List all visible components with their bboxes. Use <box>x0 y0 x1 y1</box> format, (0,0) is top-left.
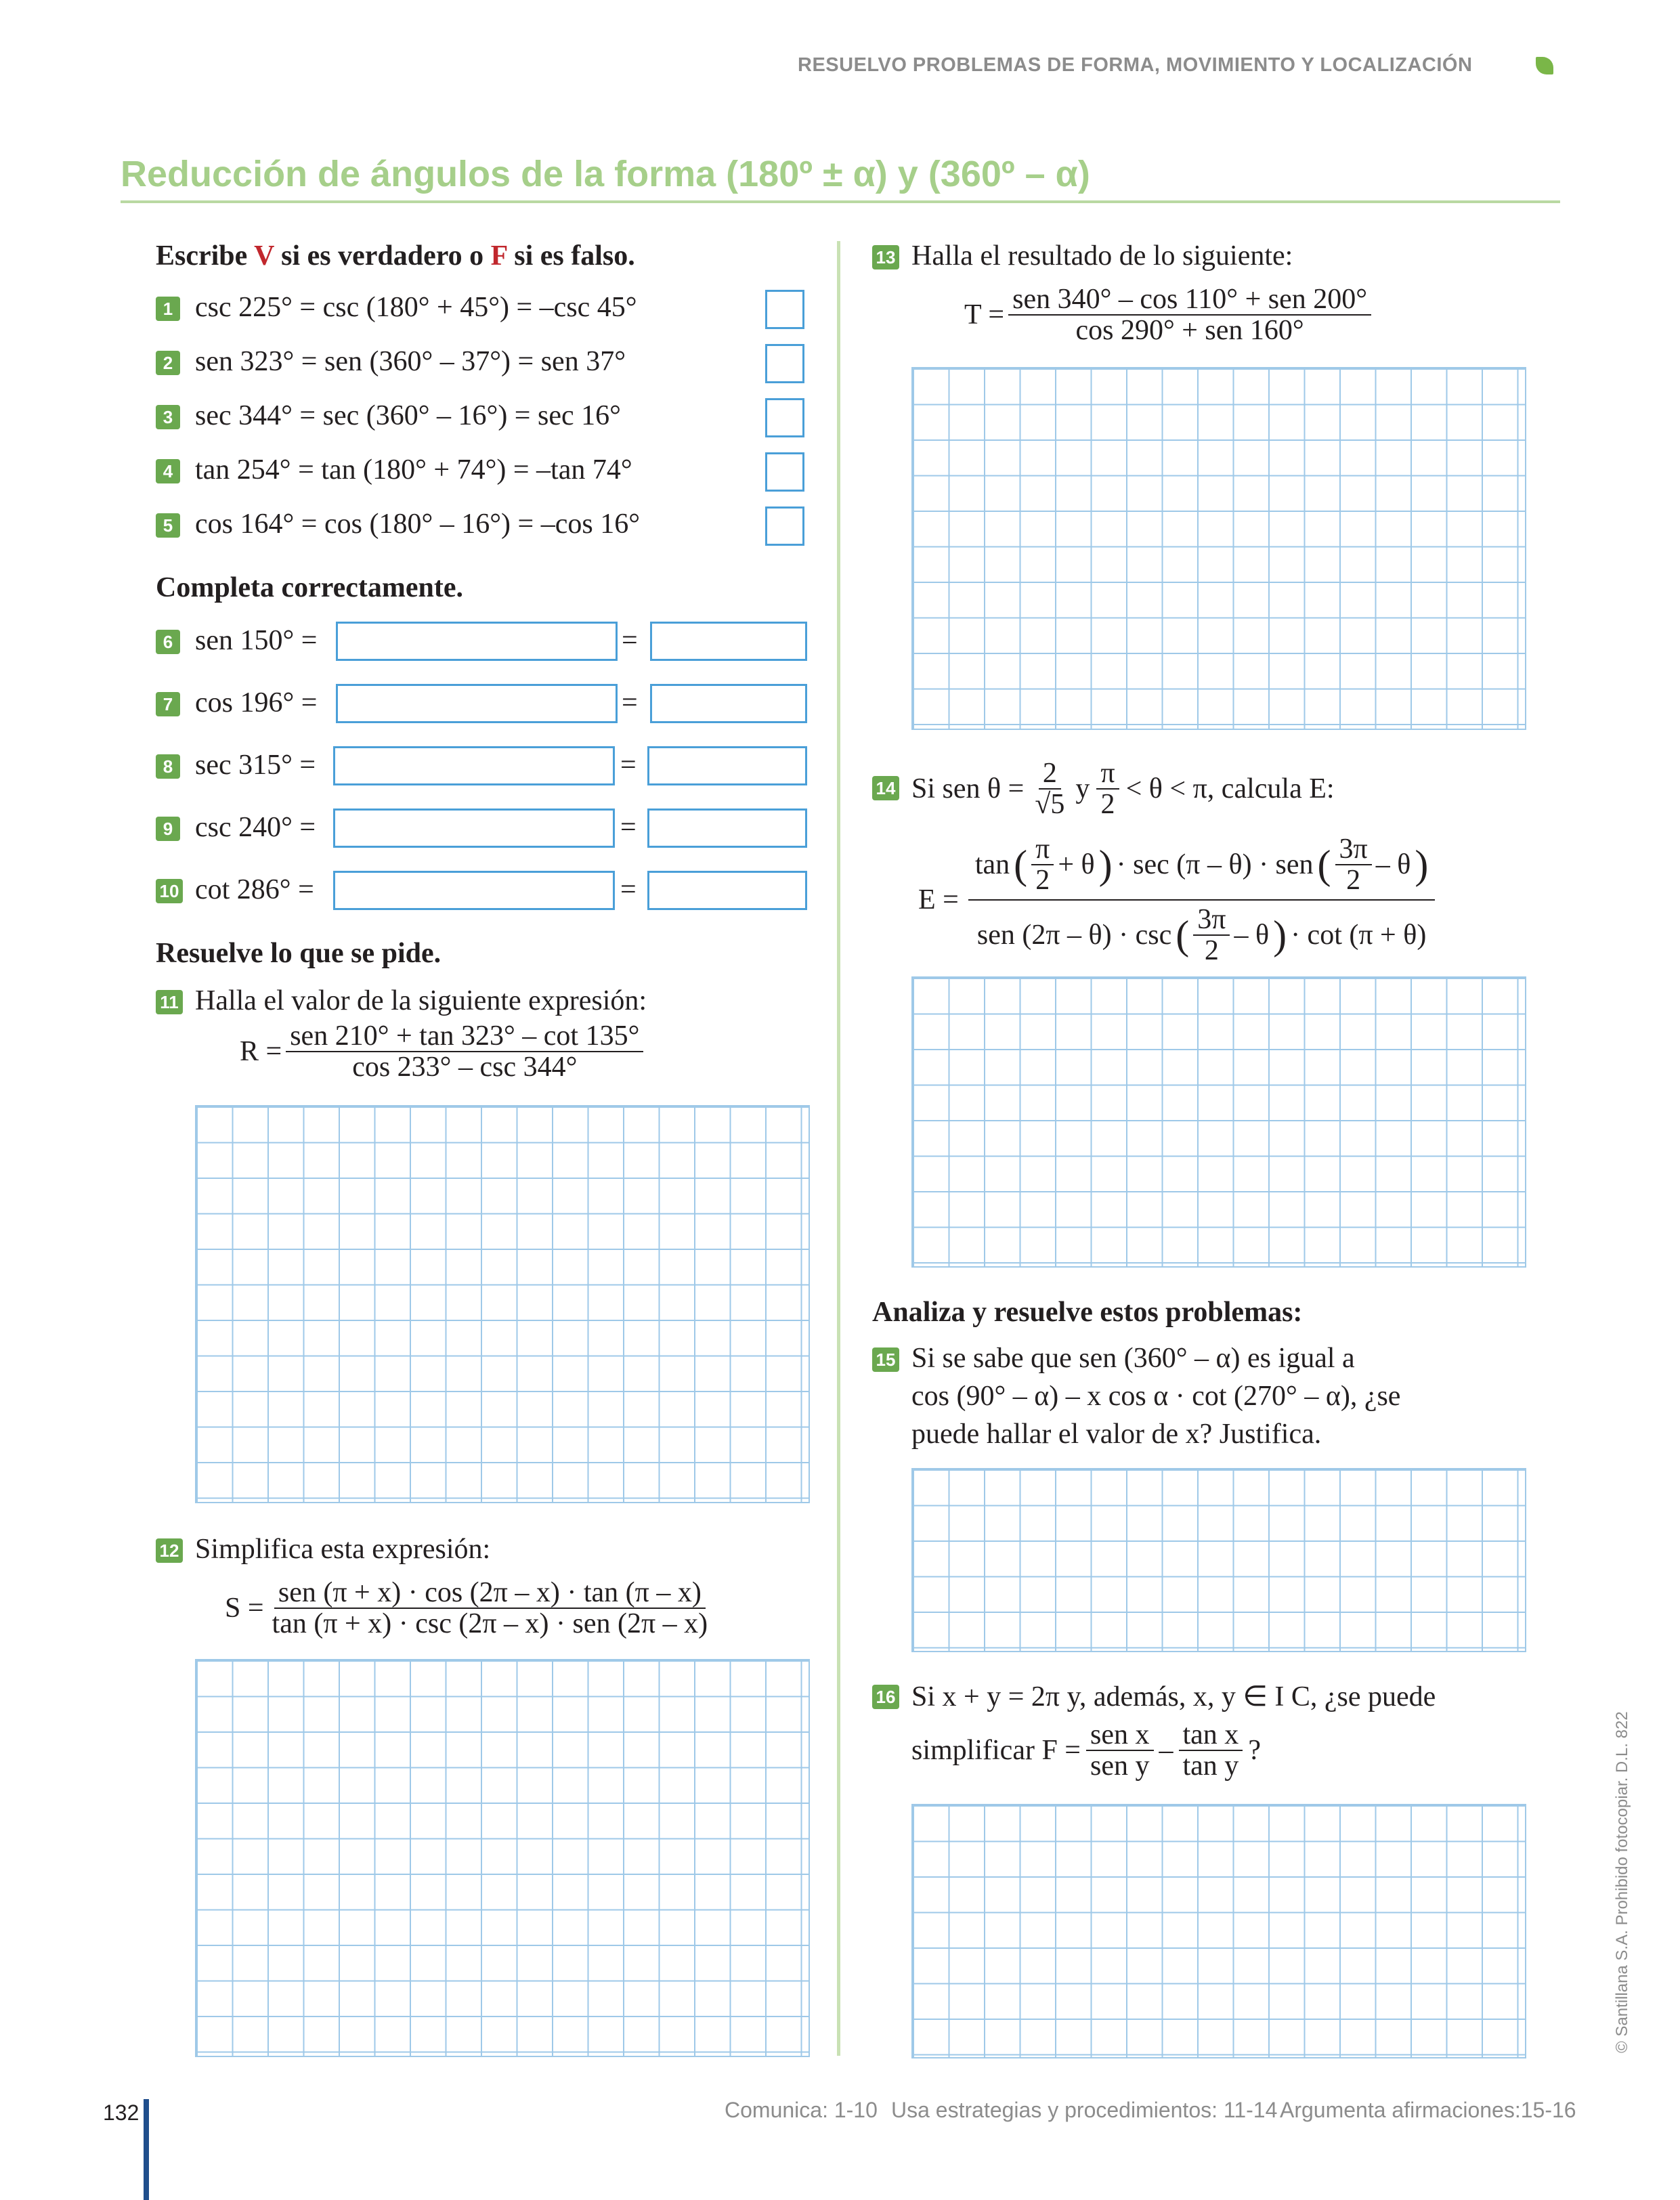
term: sen (2π – θ) · csc <box>976 920 1172 951</box>
paren-open: ( <box>1317 842 1331 888</box>
problem-number: 10 <box>156 879 183 903</box>
vf-instruction: Escribe V si es verdadero o F si es falso. <box>156 240 635 272</box>
expression-e <box>918 834 1435 966</box>
paren-open: ( <box>1176 913 1190 958</box>
problem-number: 11 <box>156 990 183 1014</box>
vf-statement: sec 344° = sec (360° – 16°) = sec 16° <box>195 400 621 431</box>
expression-t <box>964 284 1371 345</box>
expression-r <box>240 1021 643 1082</box>
leaf-icon <box>1536 57 1553 74</box>
problem-number: 13 <box>872 245 899 269</box>
numerator: tan x <box>1179 1720 1243 1751</box>
denominator: 2 <box>1346 865 1361 897</box>
fraction <box>1335 834 1372 895</box>
completa-expression: sec 315° = <box>195 750 316 781</box>
numerator: 2 <box>1039 758 1061 790</box>
numerator: 3π <box>1335 834 1372 865</box>
problem-15-line2: cos (90° – α) – x cos α · cot (270° – α), ¿se <box>911 1381 1401 1412</box>
equals-sign: = <box>622 687 638 718</box>
denominator <box>970 901 1434 966</box>
page-bar <box>144 2099 149 2200</box>
vf-answer-box[interactable] <box>765 344 804 383</box>
term: + θ <box>1058 849 1095 881</box>
expression-s <box>225 1578 712 1639</box>
vf-answer-box[interactable] <box>765 398 804 437</box>
work-grid-11[interactable] <box>195 1105 810 1503</box>
column-divider <box>837 241 840 2056</box>
fraction <box>1096 758 1119 819</box>
completa-input-2[interactable] <box>650 622 807 661</box>
fraction <box>1008 284 1371 345</box>
conjunction: y <box>1075 773 1090 805</box>
denominator: 2 <box>1035 865 1050 897</box>
denominator: 2 <box>1204 935 1219 967</box>
lhs-label: S = <box>225 1593 264 1624</box>
completa-input-1[interactable] <box>333 871 615 910</box>
vf-statement: tan 254° = tan (180° + 74°) = –tan 74° <box>195 454 632 486</box>
numerator: sen (π + x) · cos (2π – x) · tan (π – x) <box>274 1578 706 1609</box>
problem-number: 7 <box>156 692 180 716</box>
denominator: cos 290° + sen 160° <box>1075 315 1304 347</box>
equals-sign: = <box>620 874 637 905</box>
problem-number: 16 <box>872 1685 899 1709</box>
title-rule <box>121 200 1560 203</box>
problem-12-text: Simplifica esta expresión: <box>195 1534 491 1565</box>
completa-input-1[interactable] <box>336 622 618 661</box>
equals-sign: = <box>620 812 637 843</box>
completa-input-2[interactable] <box>647 871 807 910</box>
problem-14-text <box>911 758 1335 819</box>
problem-number: 4 <box>156 459 180 483</box>
denominator: tan y <box>1182 1750 1239 1782</box>
completa-expression: cot 286° = <box>195 874 314 905</box>
problem-11-text: Halla el valor de la siguiente expresión: <box>195 985 647 1016</box>
paren-close: ) <box>1098 842 1113 888</box>
problem-number: 15 <box>872 1347 899 1372</box>
denominator: √5 <box>1035 789 1065 821</box>
completa-input-1[interactable] <box>336 684 618 723</box>
work-grid-12[interactable] <box>195 1659 810 2057</box>
vf-statement: sen 323° = sen (360° – 37°) = sen 37° <box>195 346 626 377</box>
completa-input-2[interactable] <box>650 684 807 723</box>
fraction <box>1193 905 1230 966</box>
vf-statement: csc 225° = csc (180° + 45°) = –csc 45° <box>195 292 637 323</box>
problem-13-text: Halla el resultado de lo siguiente: <box>911 240 1293 272</box>
tan-label: tan <box>974 849 1010 881</box>
denominator: sen y <box>1090 1750 1150 1782</box>
completa-input-1[interactable] <box>333 746 615 785</box>
running-header: RESUELVO PROBLEMAS DE FORMA, MOVIMIENTO Y LOCALIZACIÓN <box>798 54 1473 76</box>
term: – θ <box>1375 849 1411 881</box>
paren-close: ) <box>1415 842 1429 888</box>
paren-close: ) <box>1273 913 1287 958</box>
equals-sign: = <box>622 625 638 656</box>
vf-answer-box[interactable] <box>765 452 804 492</box>
problem-16-line2 <box>911 1720 1261 1781</box>
lhs-label: E = <box>918 884 959 916</box>
lhs-label: R = <box>240 1036 282 1068</box>
vf-answer-box[interactable] <box>765 506 804 546</box>
minus-sign: – <box>1159 1735 1173 1767</box>
problem-number: 2 <box>156 351 180 375</box>
competency-3: Argumenta afirmaciones:15-16 <box>1280 2098 1576 2122</box>
problem-number: 1 <box>156 297 180 321</box>
vf-answer-box[interactable] <box>765 290 804 329</box>
numerator: π <box>1031 834 1054 865</box>
page-number: 132 <box>103 2100 139 2125</box>
fraction <box>1031 758 1069 819</box>
fraction <box>1179 1720 1243 1781</box>
term: · sec (π – θ) · sen <box>1116 849 1314 881</box>
fraction <box>968 834 1436 966</box>
completa-heading: Completa correctamente. <box>156 572 464 603</box>
problem-15-line3: puede hallar el valor de x? Justifica. <box>911 1419 1322 1450</box>
completa-expression: cos 196° = <box>195 687 318 718</box>
vf-statement: cos 164° = cos (180° – 16°) = –cos 16° <box>195 509 640 540</box>
numerator: sen 210° + tan 323° – cot 135° <box>286 1021 643 1052</box>
completa-input-1[interactable] <box>333 808 615 848</box>
p16-pre: simplificar F = <box>911 1735 1081 1767</box>
paren-open: ( <box>1014 842 1028 888</box>
p14-pre: Si sen θ = <box>911 773 1025 805</box>
fraction <box>1086 1720 1154 1781</box>
p14-post: < θ < π, calcula E: <box>1125 773 1335 805</box>
lhs-label: T = <box>964 299 1005 331</box>
completa-input-2[interactable] <box>647 746 807 785</box>
problem-16-line1: Si x + y = 2π y, además, x, y ∈ I C, ¿se puede <box>911 1681 1436 1712</box>
copyright-note: © Santillana S.A. Prohibido fotocopiar. D.L. 822 <box>1613 1711 1631 2053</box>
problem-number: 12 <box>156 1538 183 1563</box>
denominator: 2 <box>1100 789 1115 821</box>
problem-number: 9 <box>156 817 180 841</box>
numerator <box>968 834 1436 901</box>
problem-number: 5 <box>156 513 180 538</box>
denominator: cos 233° – csc 344° <box>352 1052 578 1083</box>
completa-input-2[interactable] <box>647 808 807 848</box>
problem-number: 8 <box>156 754 180 779</box>
fraction <box>286 1021 643 1082</box>
numerator: 3π <box>1193 905 1230 936</box>
competency-1: Comunica: 1-10 <box>725 2098 878 2122</box>
term: · cot (π + θ) <box>1291 920 1427 951</box>
resuelve-heading: Resuelve lo que se pide. <box>156 938 441 969</box>
completa-expression: sen 150° = <box>195 625 318 656</box>
competency-2: Usa estrategias y procedimientos: 11-14 <box>891 2098 1278 2122</box>
section-title: Reducción de ángulos de la forma (180º ± α) y (360º – α) <box>121 154 1090 194</box>
question-mark: ? <box>1248 1735 1261 1767</box>
equals-sign: = <box>620 750 637 781</box>
problem-number: 3 <box>156 405 180 429</box>
problem-number: 6 <box>156 630 180 654</box>
numerator: π <box>1096 758 1119 790</box>
fraction <box>268 1578 712 1639</box>
work-grid-13[interactable] <box>911 367 1526 730</box>
fraction <box>1031 834 1054 895</box>
term: – θ <box>1234 920 1270 951</box>
denominator: tan (π + x) · csc (2π – x) · sen (2π – x) <box>272 1608 708 1640</box>
work-grid-16[interactable] <box>911 1804 1526 2058</box>
work-grid-14[interactable] <box>911 976 1526 1268</box>
completa-expression: csc 240° = <box>195 812 316 843</box>
problem-15-line1: Si se sabe que sen (360° – α) es igual a <box>911 1343 1355 1374</box>
work-grid-15[interactable] <box>911 1468 1526 1652</box>
numerator: sen 340° – cos 110° + sen 200° <box>1008 284 1371 316</box>
numerator: sen x <box>1086 1720 1154 1751</box>
problem-number: 14 <box>872 776 899 800</box>
analiza-heading: Analiza y resuelve estos problemas: <box>872 1297 1303 1328</box>
